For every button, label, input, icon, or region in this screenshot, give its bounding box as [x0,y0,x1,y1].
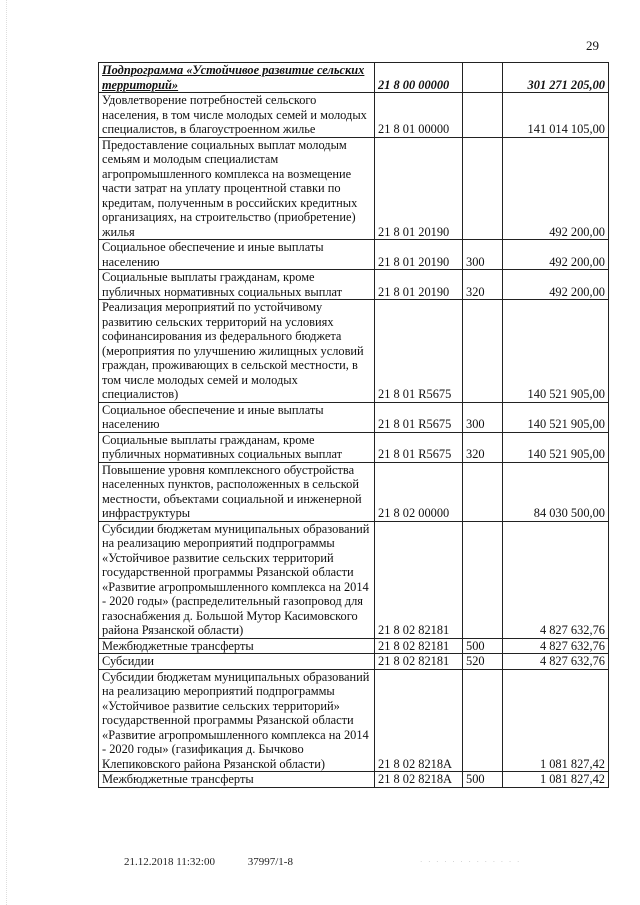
row-amount-cell: 4 827 632,76 [503,654,609,670]
row-type-cell [463,93,503,138]
row-code-cell: 21 8 02 82181 [375,521,463,638]
scan-edge [0,0,7,905]
table-row [99,654,609,670]
table-row [99,521,609,638]
row-name-cell: Субсидии бюджетам муниципальных образований на реализацию мероприятий подпрограммы «Устойчивое развитие сельских территорий государственной программы Рязанской области «Развитие агропромышленного комплекса на 2014 - 2020 годы» (распределительный газопровод для газоснабжения д. Большой Мутор Касимовского района Рязанской области) [99,521,375,638]
page-number: 29 [586,38,599,53]
footer-timestamp: 21.12.2018 11:32:00 [124,856,215,868]
row-amount-cell: 140 521 905,00 [503,300,609,403]
row-type-cell [463,300,503,403]
table-row [99,432,609,462]
header-name-cell: Подпрограмма «Устойчивое развитие сельских территорий» [99,63,375,93]
table-row [99,240,609,270]
table-row [99,93,609,138]
header-type-cell [463,63,503,93]
row-code-cell: 21 8 02 8218А [375,669,463,772]
row-name-cell: Предоставление социальных выплат молодым семьям и молодым специалистам агропромышленного комплекса на возмещение части затрат на уплату процентной ставки по кредитам, полученным в российских кредитных организациях, на строительство (приобретение) жилья [99,137,375,240]
row-name-cell: Субсидии бюджетам муниципальных образований на реализацию мероприятий подпрограммы «Устойчивое развитие сельских территорий» государственной программы Рязанской области «Развитие агропромышленного комплекса на 2014 - 2020 годы» (газификация д. Бычково Клепиковского района Рязанской области) [99,669,375,772]
row-name-cell: Межбюджетные трансферты [99,638,375,654]
row-type-cell: 500 [463,772,503,788]
footer [124,856,293,868]
table-header-row [99,63,609,93]
budget-table [98,62,609,788]
row-amount-cell: 492 200,00 [503,137,609,240]
row-name-cell: Повышение уровня комплексного обустройства населенных пунктов, расположенных в сельской местности, объектами социальной и инженерной инфраструктуры [99,462,375,521]
table-row [99,669,609,772]
row-code-cell: 21 8 01 R5675 [375,300,463,403]
row-name-cell: Субсидии [99,654,375,670]
footer-doc-id: 37997/1-8 [247,856,293,868]
row-type-cell [463,521,503,638]
table-row [99,137,609,240]
row-code-cell: 21 8 01 00000 [375,93,463,138]
row-code-cell: 21 8 02 8218А [375,772,463,788]
row-amount-cell: 4 827 632,76 [503,638,609,654]
row-amount-cell: 492 200,00 [503,270,609,300]
table-row [99,300,609,403]
row-name-cell: Социальные выплаты гражданам, кроме публичных нормативных социальных выплат [99,270,375,300]
row-type-cell [463,669,503,772]
row-code-cell: 21 8 01 20190 [375,137,463,240]
row-code-cell: 21 8 02 82181 [375,654,463,670]
header-code-cell: 21 8 00 00000 [375,63,463,93]
header-amount-cell: 301 271 205,00 [503,63,609,93]
row-amount-cell: 140 521 905,00 [503,402,609,432]
row-name-cell: Реализация мероприятий по устойчивому развитию сельских территорий на условиях софинансирования из федерального бюджета (мероприятия по улучшению жилищных условий граждан, проживающих в сельской местности, в том числе молодых семей и молодых специалистов) [99,300,375,403]
row-code-cell: 21 8 01 R5675 [375,432,463,462]
row-amount-cell: 84 030 500,00 [503,462,609,521]
row-type-cell: 300 [463,240,503,270]
row-type-cell [463,462,503,521]
table-row [99,772,609,788]
row-code-cell: 21 8 02 82181 [375,638,463,654]
row-code-cell: 21 8 01 20190 [375,270,463,300]
table-row [99,270,609,300]
row-type-cell: 320 [463,432,503,462]
row-type-cell: 520 [463,654,503,670]
row-name-cell: Межбюджетные трансферты [99,772,375,788]
row-code-cell: 21 8 01 20190 [375,240,463,270]
row-amount-cell: 1 081 827,42 [503,772,609,788]
row-amount-cell: 4 827 632,76 [503,521,609,638]
row-amount-cell: 1 081 827,42 [503,669,609,772]
row-name-cell: Удовлетворение потребностей сельского населения, в том числе молодых семей и молодых специалистов, в благоустроенном жилье [99,93,375,138]
table-row [99,402,609,432]
row-amount-cell: 140 521 905,00 [503,432,609,462]
row-type-cell: 320 [463,270,503,300]
row-code-cell: 21 8 01 R5675 [375,402,463,432]
row-name-cell: Социальное обеспечение и иные выплаты населению [99,240,375,270]
table-row [99,462,609,521]
row-name-cell: Социальное обеспечение и иные выплаты населению [99,402,375,432]
row-type-cell: 300 [463,402,503,432]
row-code-cell: 21 8 02 00000 [375,462,463,521]
scan-noise: · · · · · · · · · · · · · [420,858,522,866]
row-type-cell: 500 [463,638,503,654]
table-row [99,638,609,654]
row-type-cell [463,137,503,240]
row-amount-cell: 141 014 105,00 [503,93,609,138]
row-amount-cell: 492 200,00 [503,240,609,270]
row-name-cell: Социальные выплаты гражданам, кроме публичных нормативных социальных выплат [99,432,375,462]
